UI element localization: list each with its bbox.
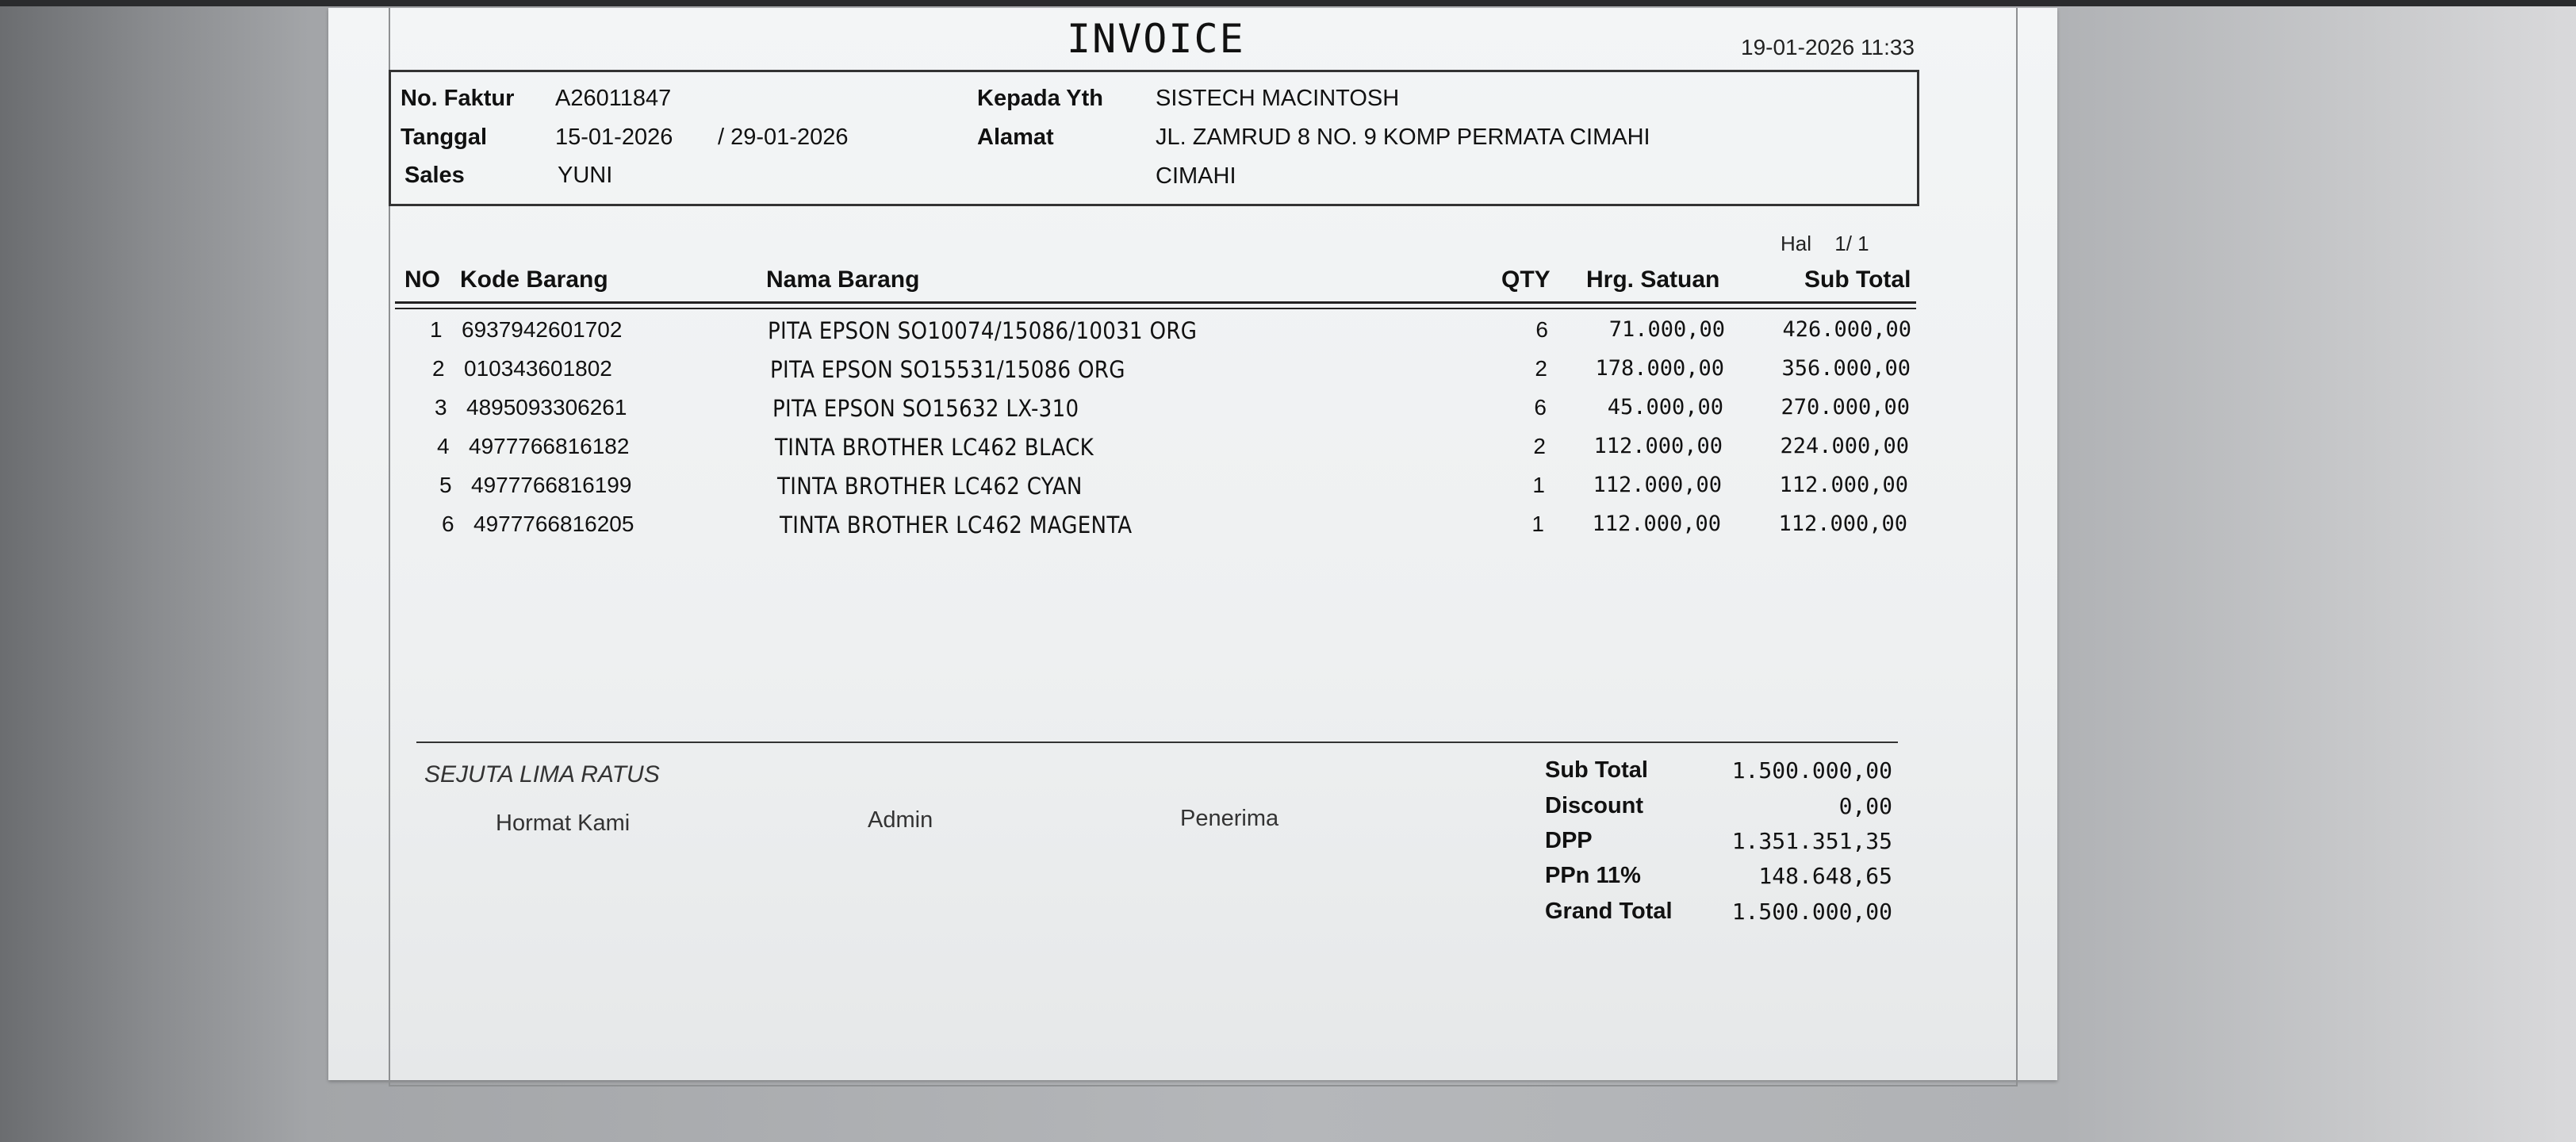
signature-penerima: Penerima [1180, 806, 1279, 831]
alamat-label: Alamat [977, 125, 1054, 150]
row-qty: 6 [1534, 395, 1547, 420]
row-qty: 1 [1531, 512, 1544, 536]
row-qty: 2 [1533, 434, 1546, 458]
printed-timestamp: 19-01-2026 11:33 [1741, 35, 1915, 59]
row-subtotal: 112.000,00 [1778, 512, 1907, 536]
total-value-dpp: 1.351.351,35 [1731, 828, 1892, 854]
row-qty: 1 [1532, 473, 1545, 497]
total-label-grand: Grand Total [1545, 899, 1673, 924]
col-header-harga: Hrg. Satuan [1586, 266, 1720, 293]
header-rule-bottom [395, 308, 1916, 309]
kepada-value: SISTECH MACINTOSH [1156, 86, 1400, 111]
row-harga: 112.000,00 [1593, 434, 1723, 458]
total-value-ppn: 148.648,65 [1758, 863, 1892, 889]
invoice-title: INVOICE [1067, 16, 1245, 62]
row-no: 2 [432, 356, 445, 381]
row-qty: 6 [1535, 317, 1548, 342]
row-kode: 6937942601702 [462, 317, 623, 342]
row-subtotal: 270.000,00 [1781, 395, 1910, 420]
col-header-nama: Nama Barang [766, 266, 920, 293]
row-no: 6 [442, 512, 454, 536]
col-header-subtotal: Sub Total [1804, 266, 1911, 293]
tanggal-value: 15-01-2026 [555, 125, 673, 150]
amount-in-words: SEJUTA LIMA RATUS [424, 761, 660, 788]
row-subtotal: 224.000,00 [1780, 434, 1909, 458]
total-value-discount: 0,00 [1838, 793, 1892, 819]
row-kode: 4977766816199 [471, 473, 632, 497]
row-no: 3 [435, 395, 447, 420]
signature-hormat-kami: Hormat Kami [496, 811, 631, 836]
table-row [0, 395, 2576, 435]
tanggal-label: Tanggal [401, 125, 488, 150]
table-row [0, 512, 2576, 551]
alamat-line2: CIMAHI [1156, 163, 1236, 189]
sales-value: YUNI [558, 163, 613, 188]
row-qty: 2 [1535, 356, 1547, 381]
col-header-kode: Kode Barang [460, 266, 608, 293]
row-kode: 4895093306261 [466, 395, 627, 420]
row-nama: PITA EPSON SO15632 LX-310 [772, 395, 1079, 422]
row-kode: 4977766816205 [473, 512, 634, 536]
total-label-ppn: PPn 11% [1545, 863, 1641, 888]
row-nama: TINTA BROTHER LC462 MAGENTA [780, 512, 1133, 538]
row-harga: 112.000,00 [1592, 512, 1721, 536]
total-value-grand: 1.500.000,00 [1731, 899, 1892, 925]
due-date-value: / 29-01-2026 [718, 125, 849, 150]
row-nama: PITA EPSON SO15531/15086 ORG [770, 356, 1125, 383]
footer-rule [416, 742, 1898, 743]
total-label-dpp: DPP [1545, 828, 1593, 853]
row-no: 5 [439, 473, 452, 497]
kepada-label: Kepada Yth [977, 86, 1104, 111]
row-no: 1 [430, 317, 443, 342]
table-row [0, 473, 2576, 512]
row-nama: TINTA BROTHER LC462 CYAN [777, 473, 1083, 500]
table-row [0, 434, 2576, 473]
total-label-discount: Discount [1545, 793, 1644, 818]
total-value-subtotal: 1.500.000,00 [1731, 757, 1892, 784]
page-label: Hal [1781, 232, 1812, 255]
alamat-line1: JL. ZAMRUD 8 NO. 9 KOMP PERMATA CIMAHI [1156, 125, 1650, 150]
col-header-no: NO [404, 266, 440, 293]
page-indicator [1781, 232, 1869, 256]
row-subtotal: 356.000,00 [1781, 356, 1911, 381]
no-faktur-label: No. Faktur [401, 86, 515, 111]
row-subtotal: 112.000,00 [1779, 473, 1908, 497]
row-nama: TINTA BROTHER LC462 BLACK [775, 434, 1094, 461]
row-kode: 010343601802 [464, 356, 612, 381]
table-row [0, 356, 2576, 396]
row-subtotal: 426.000,00 [1782, 317, 1911, 342]
row-harga: 178.000,00 [1595, 356, 1724, 381]
row-nama: PITA EPSON SO10074/15086/10031 ORG [768, 317, 1198, 344]
no-faktur-value: A26011847 [555, 86, 672, 111]
row-harga: 45.000,00 [1607, 395, 1723, 420]
total-label-subtotal: Sub Total [1545, 757, 1648, 783]
sales-label: Sales [404, 163, 465, 188]
row-no: 4 [437, 434, 450, 458]
monitor-bezel [0, 0, 2576, 6]
col-header-qty: QTY [1501, 266, 1551, 293]
row-harga: 71.000,00 [1608, 317, 1725, 342]
page-value: 1/ 1 [1834, 232, 1869, 255]
row-kode: 4977766816182 [469, 434, 630, 458]
header-rule-top [395, 301, 1916, 304]
row-harga: 112.000,00 [1593, 473, 1722, 497]
table-row [0, 317, 2576, 357]
signature-admin: Admin [868, 807, 933, 833]
